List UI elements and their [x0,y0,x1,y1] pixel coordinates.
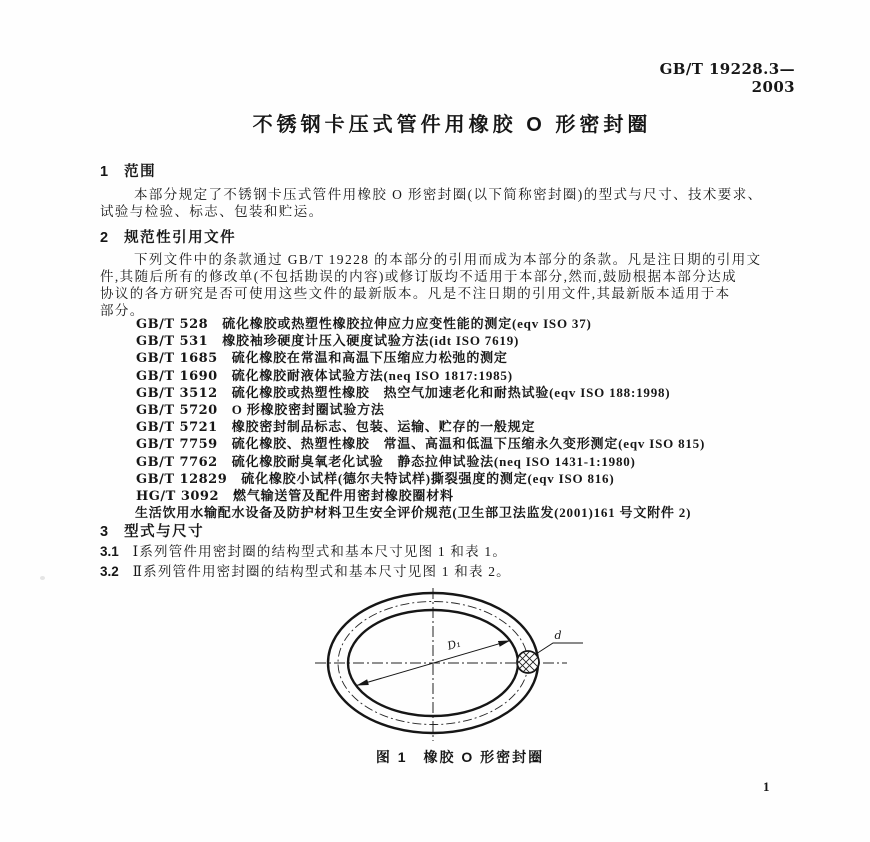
scan-artifact [40,576,45,580]
reference-item [136,333,828,350]
section-title: 规范性引用文件 [124,230,237,246]
section-number: 1 [100,164,109,180]
reference-code: GB/T 3512 [136,385,218,401]
section-title: 型式与尺寸 [124,524,205,540]
section-1-heading [100,160,792,181]
clause-number: 3.1 [100,544,119,559]
reference-item [136,436,828,453]
section-number: 3 [100,524,109,540]
section-2-heading [100,226,792,247]
cord-diameter-label: d [554,629,562,642]
paragraph-line: 下列文件中的条款通过 GB/T 19228 的本部分的引用而成为本部分的条款。凡是注日期的引用文 [134,252,762,267]
figure-o-ring-diagram [305,583,600,748]
reference-title: 硫化橡胶、热塑性橡胶 常温、高温和低温下压缩永久变形测定(eqv ISO 815) [231,436,706,452]
reference-item-water-note: 生活饮用水输配水设备及防护材料卫生安全评价规范(卫生部卫法监发(2001)161 号文附件 2) [135,505,692,521]
reference-code: GB/T 531 [136,334,209,350]
reference-code: GB/T 1685 [136,351,218,367]
page-number: 1 [763,779,770,794]
clause-3-1 [100,542,792,562]
reference-title: 硫化橡胶耐液体试验方法(neq ISO 1817:1985) [231,367,513,383]
reference-item [136,419,828,436]
section-number: 2 [100,230,109,246]
paragraph-line: 部分。 [100,303,145,318]
reference-item [136,385,828,402]
section-3-heading [100,520,792,541]
o-ring-drawing [305,583,600,748]
section-2-paragraph [100,251,792,319]
reference-code: GB/T 5720 [136,403,218,419]
reference-list [100,316,828,521]
cord-diameter-leader [536,643,583,654]
reference-title: 硫化橡胶小试样(德尔夫特试样)撕裂强度的测定(eqv ISO 816) [241,470,615,486]
reference-item [136,402,828,419]
figure-caption: 图 1 橡胶 O 形密封圈 [375,749,545,765]
reference-code: GB/T 12829 [136,471,228,487]
reference-code: HG/T 3092 [136,489,220,505]
reference-item [136,454,828,471]
paragraph-line: 件,其随后所有的修改单(不包括勘误的内容)或修订版均不适用于本部分,然而,鼓励根据本部分达成 [100,269,738,284]
reference-code: GB/T 7759 [136,437,218,453]
reference-code: GB/T 5721 [136,420,218,436]
document-title: 不锈钢卡压式管件用橡胶 O 形密封圈 [252,114,652,136]
reference-code: GB/T 7762 [136,454,218,470]
clause-number: 3.2 [100,564,119,579]
clause-text: Ⅱ系列管件用密封圈的结构型式和基本尺寸见图 1 和表 2。 [132,564,511,579]
reference-title: 橡胶袖珍硬度计压入硬度试验方法(idt ISO 7619) [222,333,520,349]
reference-title: 硫化橡胶或热塑性橡胶 热空气加速老化和耐热试验(eqv ISO 188:1998) [231,384,671,400]
paragraph-line: 本部分规定了不锈钢卡压式管件用橡胶 O 形密封圈(以下简称密封圈)的型式与尺寸、技术要求、 [134,187,763,202]
reference-item [136,350,828,367]
reference-title: 硫化橡胶在常温和高温下压缩应力松弛的测定 [231,350,508,366]
cord-cross-section [517,651,539,673]
reference-code: GB/T 1690 [136,368,218,384]
reference-item [136,316,828,333]
inner-diameter-label: D₁ [445,636,463,653]
standard-code: GB/T 19228.3—2003 [659,60,795,96]
reference-title: 橡胶密封制品标志、包装、运输、贮存的一般规定 [231,419,536,435]
reference-item [136,368,828,385]
reference-title: 硫化橡胶耐臭氧老化试验 静态拉伸试验法(neq ISO 1431-1:1980) [231,453,636,469]
reference-title: 燃气输送管及配件用密封橡胶圈材料 [233,488,454,504]
reference-title: 硫化橡胶或热塑性橡胶拉伸应力应变性能的测定(eqv ISO 37) [222,316,592,331]
clause-text: Ⅰ系列管件用密封圈的结构型式和基本尺寸见图 1 和表 1。 [132,544,508,559]
clause-3-2 [100,562,792,582]
reference-item [136,488,828,505]
reference-code: GB/T 528 [136,317,209,332]
section-title: 范围 [124,164,157,180]
paragraph-line: 协议的各方研究是否可使用这些文件的最新版本。凡是不注日期的引用文件,其最新版本适用于本 [100,286,731,301]
reference-title: O 形橡胶密封圈试验方法 [231,402,385,418]
section-1-paragraph [100,186,792,220]
reference-item [136,471,828,488]
paragraph-line: 试验与检验、标志、包装和贮运。 [100,204,324,219]
